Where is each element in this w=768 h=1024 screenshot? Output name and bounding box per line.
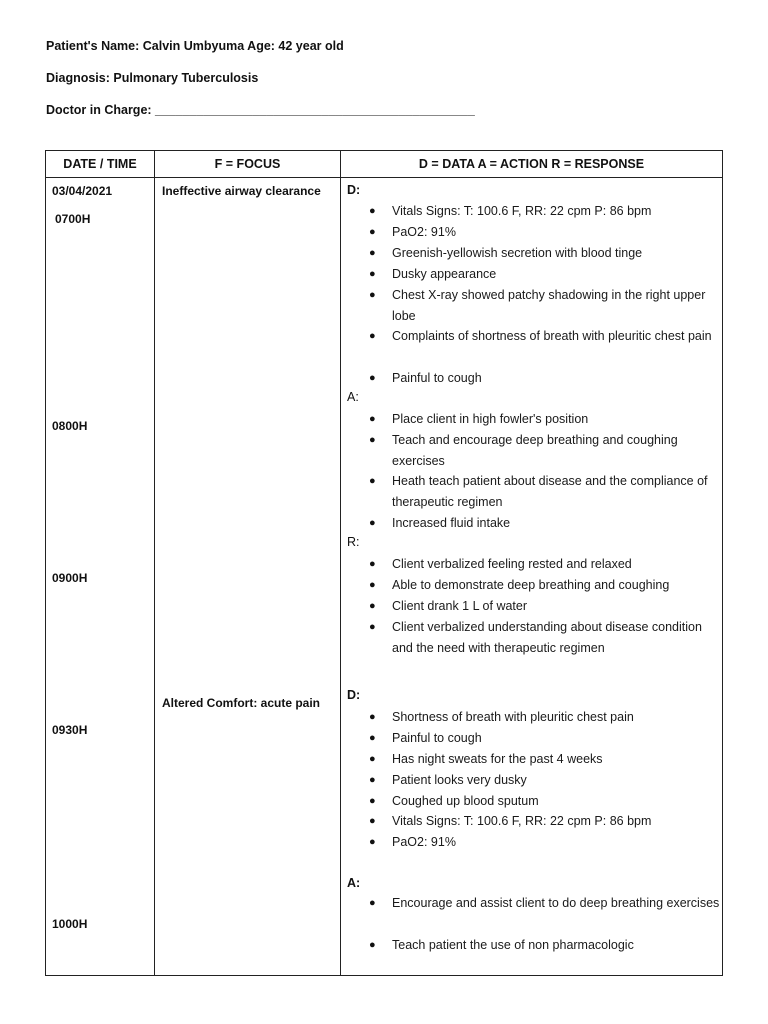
bullet: ● (369, 517, 376, 529)
data-item: Has night sweats for the past 4 weeks (392, 752, 603, 766)
entry-time: 0700H (55, 212, 91, 226)
data-item: Patient looks very dusky (392, 773, 527, 787)
section-action-label: A: (347, 876, 361, 890)
bullet: ● (369, 732, 376, 744)
header-divider (46, 177, 722, 178)
patient-name-line: Patient's Name: Calvin Umbyuma Age: 42 year old (46, 39, 344, 53)
section-action-label: A: (347, 390, 359, 404)
column-header-date-time: DATE / TIME (63, 157, 137, 171)
entry-time: 0800H (52, 419, 88, 433)
data-item: PaO2: 91% (392, 835, 456, 849)
bullet: ● (369, 413, 376, 425)
data-item: Coughed up blood sputum (392, 794, 539, 808)
column-divider (154, 151, 155, 975)
data-item: Painful to cough (392, 371, 482, 385)
column-header-focus: F = FOCUS (214, 157, 281, 171)
entry-time: 0900H (52, 571, 88, 585)
bullet: ● (369, 711, 376, 723)
data-item: Complaints of shortness of breath with pleuritic chest pain (392, 329, 712, 343)
data-item: Vitals Signs: T: 100.6 F, RR: 22 cpm P: 86 bpm (392, 204, 652, 218)
section-response-label: R: (347, 535, 360, 549)
action-item: Teach patient the use of non pharmacologic (392, 938, 634, 952)
bullet: ● (369, 268, 376, 280)
action-item: Place client in high fowler's position (392, 412, 589, 426)
doctor-in-charge-line: Doctor in Charge: ______________________________________________ (46, 103, 475, 117)
bullet: ● (369, 372, 376, 384)
bullet: ● (369, 247, 376, 259)
data-item: PaO2: 91% (392, 225, 456, 239)
data-item: Greenish-yellowish secretion with blood tinge (392, 246, 643, 260)
section-data-label: D: (347, 688, 361, 702)
bullet: ● (369, 939, 376, 951)
response-item: Client drank 1 L of water (392, 599, 528, 613)
bullet: ● (369, 795, 376, 807)
bullet: ● (369, 753, 376, 765)
bullet: ● (369, 475, 376, 487)
action-item: Heath teach patient about disease and the compliance of therapeutic regimen (392, 474, 708, 509)
action-item: Increased fluid intake (392, 516, 511, 530)
bullet: ● (369, 600, 376, 612)
action-item: Encourage and assist client to do deep breathing exercises (392, 896, 720, 910)
bullet: ● (369, 815, 376, 827)
column-divider (340, 151, 341, 975)
entry-time: 0930H (52, 723, 88, 737)
focus-altered-comfort: Altered Comfort: acute pain (162, 696, 321, 710)
focus-ineffective-airway-clearance: Ineffective airway clearance (162, 184, 321, 198)
bullet: ● (369, 558, 376, 570)
data-item: Chest X-ray showed patchy shadowing in the right upper lobe (392, 288, 706, 323)
bullet: ● (369, 836, 376, 848)
bullet: ● (369, 226, 376, 238)
bullet: ● (369, 434, 376, 446)
data-item: Vitals Signs: T: 100.6 F, RR: 22 cpm P: 86 bpm (392, 814, 652, 828)
response-item: Client verbalized understanding about disease condition and the need with therapeutic regimen (392, 620, 702, 655)
bullet: ● (369, 579, 376, 591)
action-item: Teach and encourage deep breathing and coughing exercises (392, 433, 678, 468)
entry-date: 03/04/2021 (52, 184, 113, 198)
data-item: Shortness of breath with pleuritic chest pain (392, 710, 634, 724)
bullet: ● (369, 289, 376, 301)
diagnosis-line: Diagnosis: Pulmonary Tuberculosis (46, 71, 259, 85)
response-item: Client verbalized feeling rested and relaxed (392, 557, 632, 571)
data-item: Painful to cough (392, 731, 482, 745)
bullet: ● (369, 205, 376, 217)
section-data-label: D: (347, 183, 361, 197)
entry-time: 1000H (52, 917, 88, 931)
data-item: Dusky appearance (392, 267, 497, 281)
column-header-data-action-response: D = DATA A = ACTION R = RESPONSE (418, 157, 645, 171)
bullet: ● (369, 330, 376, 342)
bullet: ● (369, 897, 376, 909)
response-item: Able to demonstrate deep breathing and coughing (392, 578, 670, 592)
bullet: ● (369, 621, 376, 633)
bullet: ● (369, 774, 376, 786)
